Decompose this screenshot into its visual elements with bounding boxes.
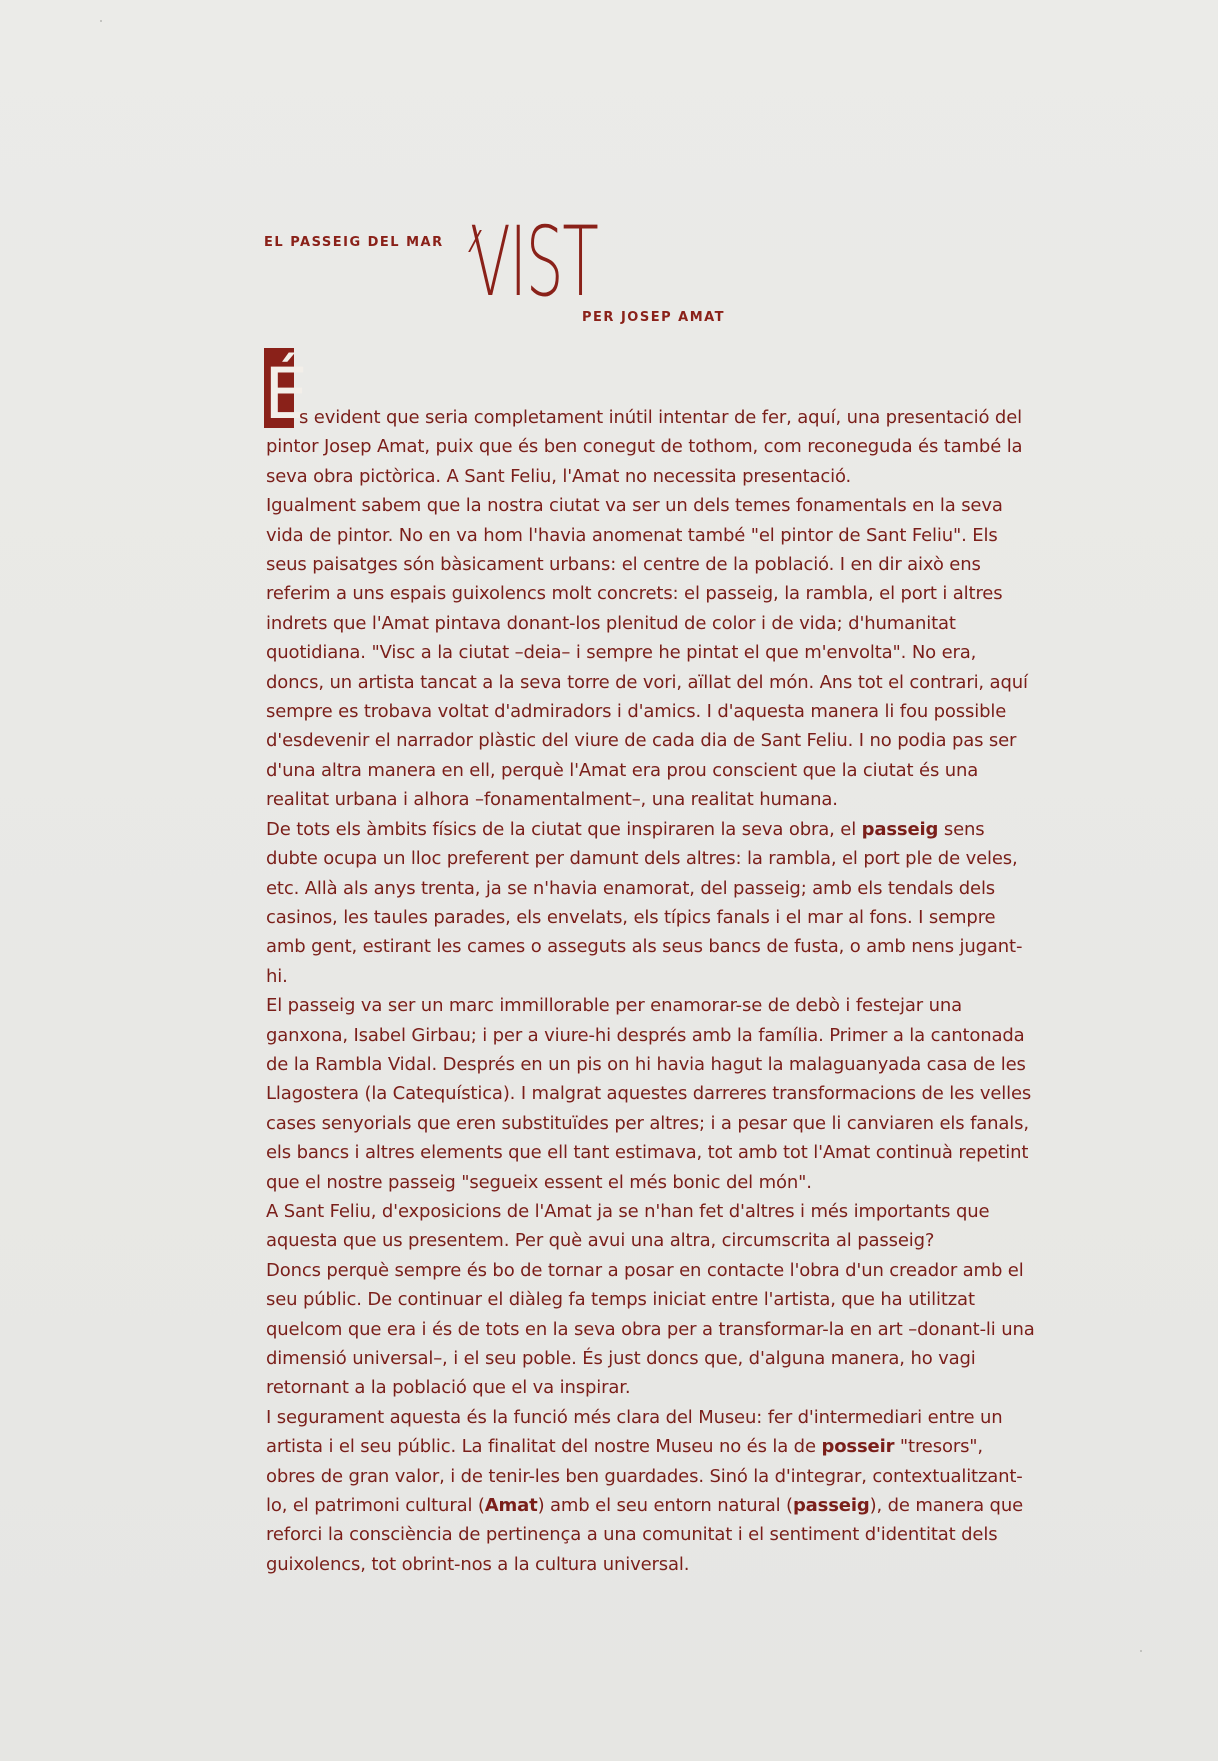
paragraph-3-text-b: sens dubte ocupa un lloc preferent per damunt dels altres: la rambla, el port ple de veles, etc. Allà als anys trenta, ja se n'havia enamorat, del passeig; amb els tendals dels casinos, les taules parades, els envelats, els típics fanals i el mar al fons. I sempre amb gent, estirant les cames o asseguts als seus bancs de fusta, o amb nens jugant-hi. xyxy=(266,818,1023,987)
byline: PER JOSEP AMAT xyxy=(582,310,726,325)
paragraph-7-text-b: "tresors", obres de gran valor, i de tenir-les ben guardades. Sinó la d'integrar, contextualitzant-lo, el patrimoni cultural ( xyxy=(266,1436,1023,1517)
drop-cap: É xyxy=(264,348,294,428)
paragraph-7-text-a: I segurament aquesta és la funció més clara del Museu: fer d'intermediari entre un artista i el seu públic. La finalitat del nostre Museu no és la de xyxy=(266,1406,1003,1458)
paragraph-1: s evident que seria completament inútil intentar de fer, aquí, una presentació del pintor Josep Amat, puix que és ben conegut de tothom, com reconeguda és també la seva obra pictòrica. A Sant Feliu, l'Amat no necessita presentació. xyxy=(266,407,1023,487)
paragraph-3 xyxy=(266,815,1036,991)
keyword-posseir: posseir xyxy=(821,1436,895,1458)
keyword-passeig: passeig xyxy=(861,818,939,840)
paragraph-7-text-c: ) amb el seu entorn natural ( xyxy=(537,1495,793,1517)
paper-speck xyxy=(100,20,102,22)
paragraph-3-text-a: De tots els àmbits físics de la ciutat que inspiraren la seva obra, el xyxy=(266,818,862,840)
keyword-passeig-2: passeig xyxy=(792,1495,870,1517)
main-title: VIST xyxy=(470,206,598,318)
paragraph-6: Doncs perquè sempre és bo de tornar a posar en contacte l'obra d'un creador amb el seu públic. De continuar el diàleg fa temps iniciat entre l'artista, que ha utilitzat quelcom que era i és de tots en la seva obra per a transformar-la en art –donant-li una dimensió universal–, i el seu poble. És just doncs que, d'alguna manera, ho vagi retornant a la població que el va inspirar. xyxy=(266,1259,1035,1399)
keyword-amat: Amat xyxy=(484,1495,538,1517)
paragraph-7 xyxy=(266,1403,1036,1579)
paragraph-2: Igualment sabem que la nostra ciutat va ser un dels temes fonamentals en la seva vida de pintor. No en va hom l'havia anomenat també "el pintor de Sant Feliu". Els seus paisatges són bàsicament urbans: el centre de la població. I en dir això ens referim a uns espais guixolencs molt concrets: el passeig, la rambla, el port i altres indrets que l'Amat pintava donant-los plenitud de color i de vida; d'humanitat quotidiana. "Visc a la ciutat –deia– i sempre he pintat el que m'envolta". No era, doncs, un artista tancat a la seva torre de vori, aïllat del món. Ans tot el contrari, aquí sempre es trobava voltat d'admiradors i d'amics. I d'aquesta manera li fou possible d'esdevenir el narrador plàstic del viure de cada dia de Sant Feliu. I no podia pas ser d'una altra manera en ell, perquè l'Amat era prou conscient que la ciutat és una realitat urbana i alhora –fonamentalment–, una realitat humana. xyxy=(266,495,1028,811)
article-body xyxy=(266,403,1036,1579)
paragraph-7-text-d: ), de manera que reforci la consciència de pertinença a una comunitat i el sentiment d'identitat dels guixolencs, tot obrint-nos a la cultura universal. xyxy=(266,1495,1024,1575)
article-header xyxy=(264,206,824,338)
kicker-title: EL PASSEIG DEL MAR xyxy=(264,235,444,250)
paper-speck xyxy=(1140,1650,1142,1652)
paragraph-5: A Sant Feliu, d'exposicions de l'Amat ja se n'han fet d'altres i més importants que aquesta que us presentem. Per què avui una altra, circumscrita al passeig? xyxy=(266,1200,990,1252)
paragraph-4: El passeig va ser un marc immillorable per enamorar-se de debò i festejar una ganxona, Isabel Girbau; i per a viure-hi després amb la família. Primer a la cantonada de la Rambla Vidal. Després en un pis on hi havia hagut la malaguanyada casa de les Llagostera (la Catequística). I malgrat aquestes darreres transformacions de les velles cases senyorials que eren substituïdes per altres; i a pesar que li canviaren els fanals, els bancs i altres elements que ell tant estimava, tot amb tot l'Amat continuà repetint que el nostre passeig "segueix essent el més bonic del món". xyxy=(266,995,1032,1193)
